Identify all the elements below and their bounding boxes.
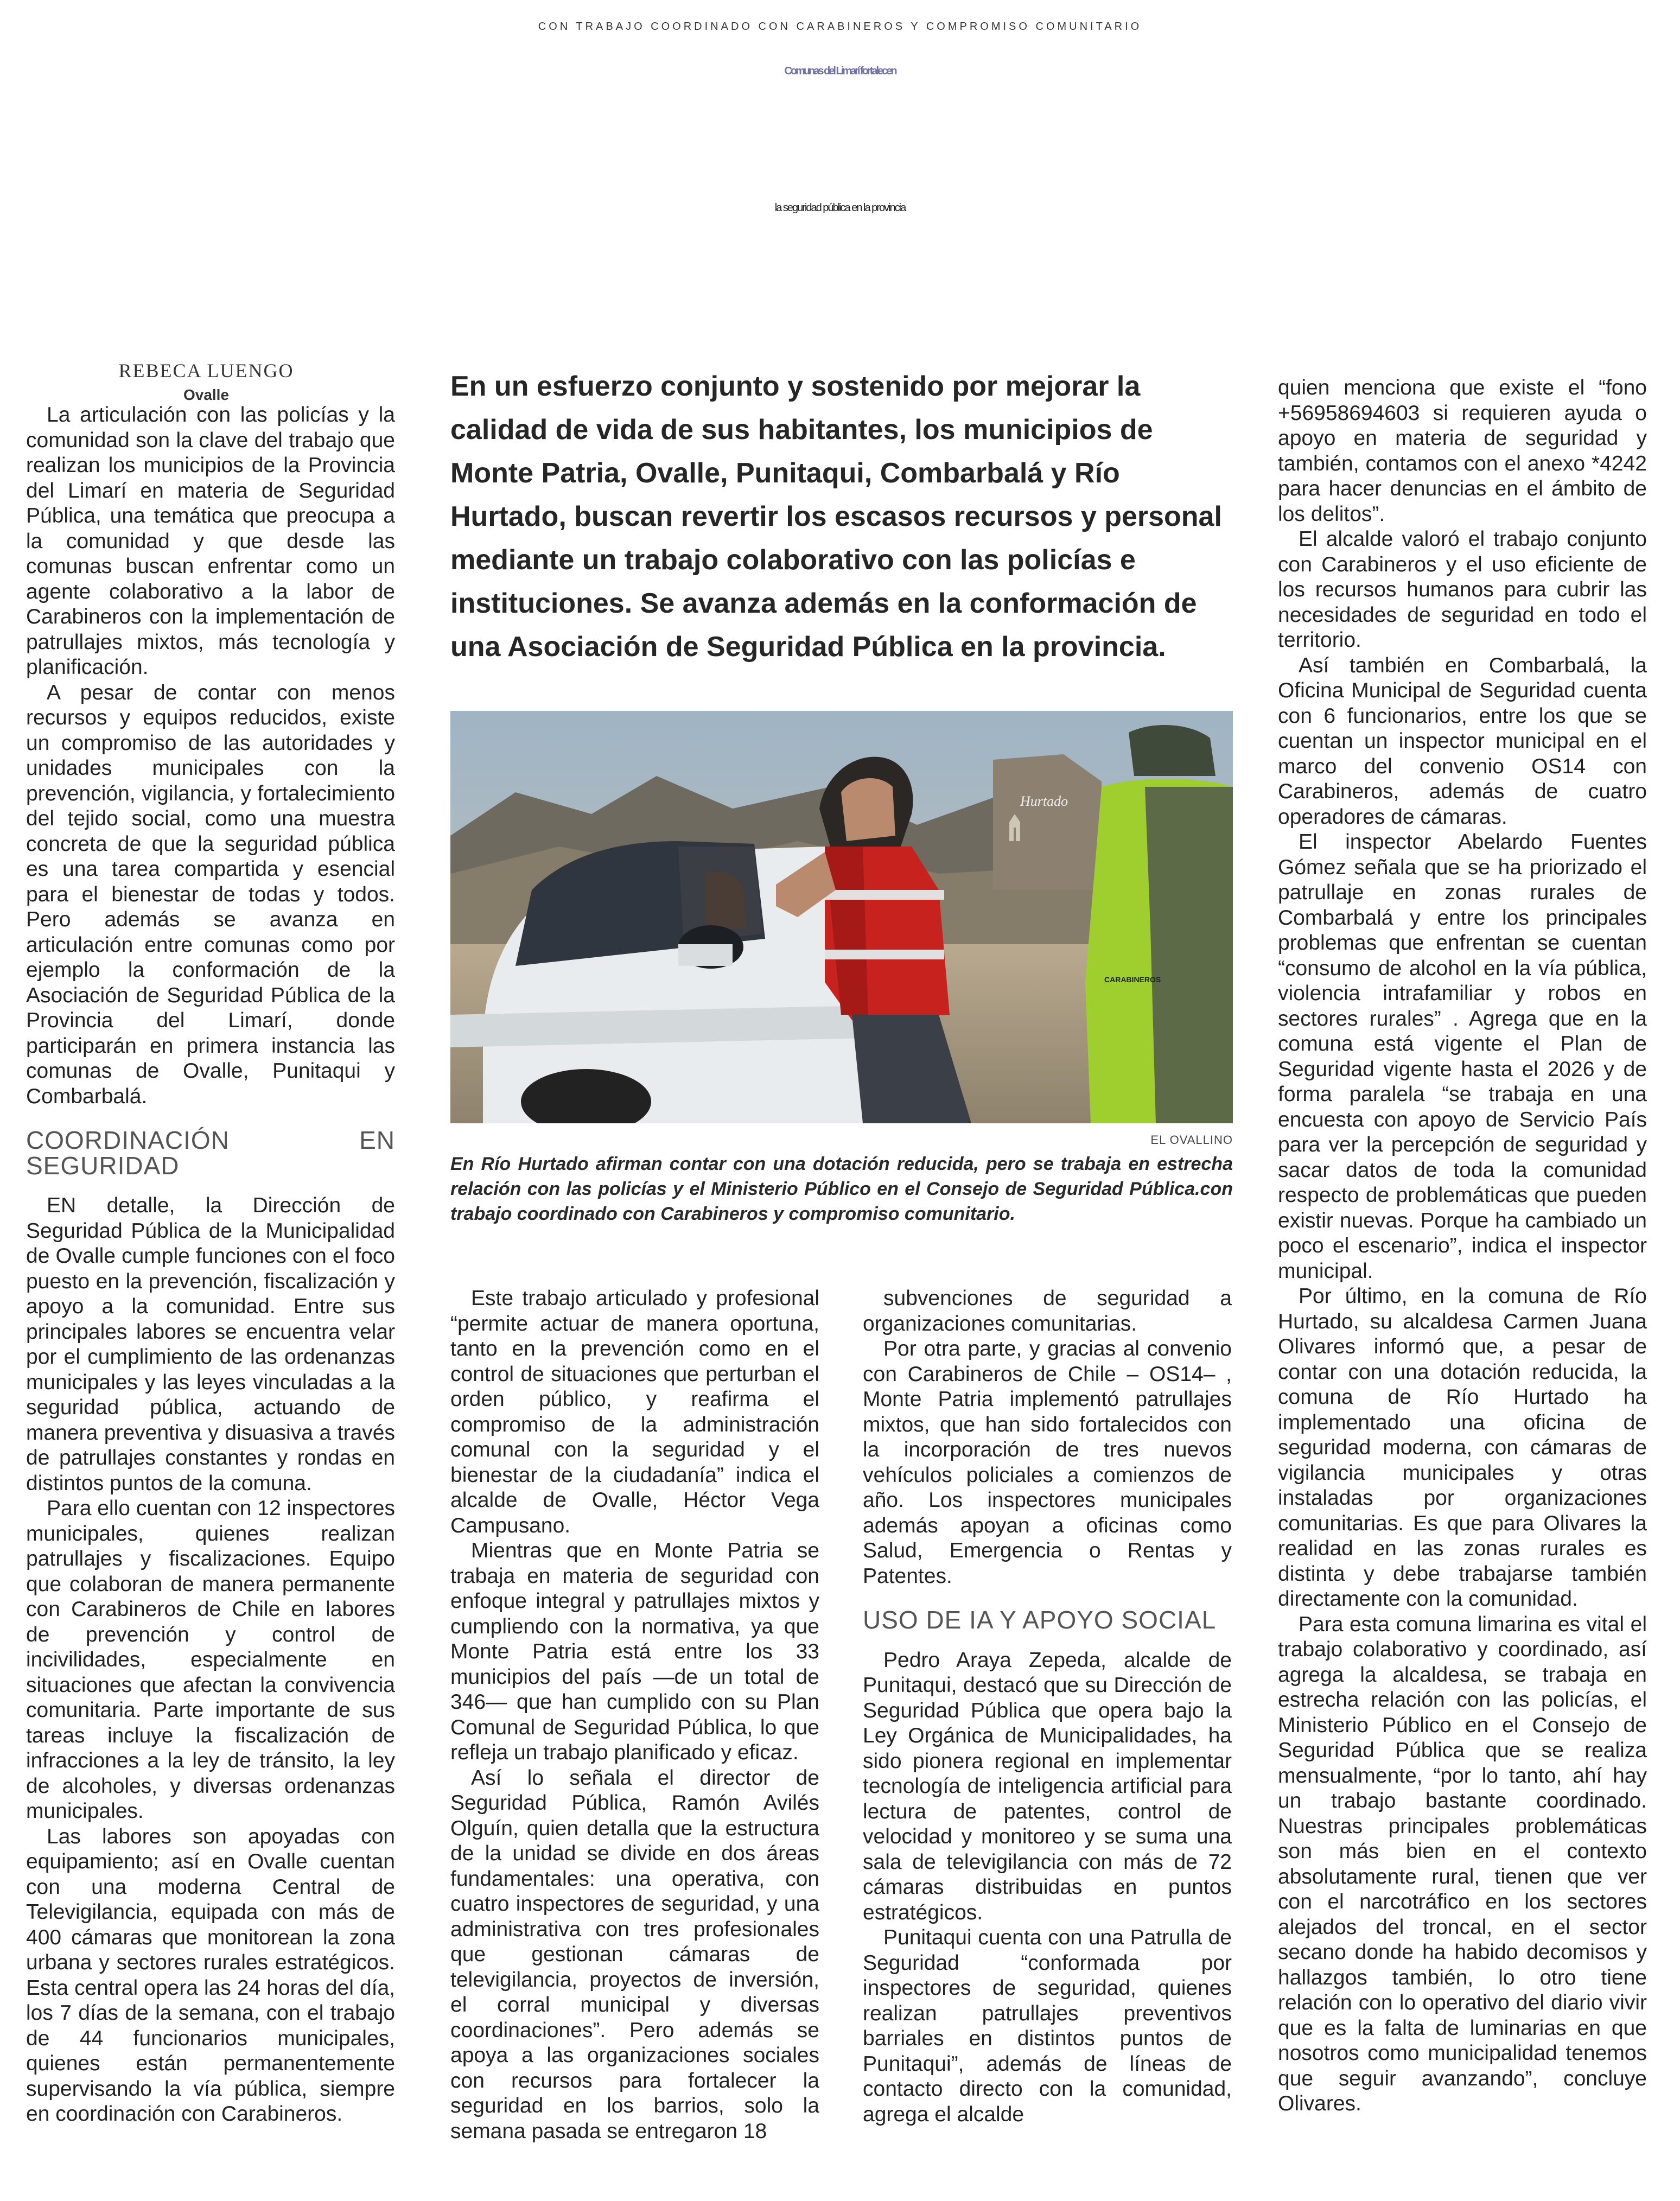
paragraph: Las labores son apoyadas con equipamiento; así en Ovalle cuentan con una moderna Central de Televigilancia, equipada con más de 400 cámaras que monitorean la zona urbana y sectores rurales estratégicos. Esta central opera las 24 horas del día, los 7 días de la semana, con el trabajo de 44 funcionarios municipales, quienes están permanentemente supervisando la vía pública, siempre en coordinación con Carabineros. [26, 1824, 395, 2126]
column-3 [863, 1286, 1232, 2127]
paragraph: El inspector Abelardo Fuentes Gómez señala que se ha priorizado el patrullaje en zonas rurales de Combarbalá y entre los principales problemas que enfrentan se cuentan “consumo de alcohol en la vía pública, violencia intrafamiliar y robos en sectores rurales” . Agrega que en la comuna está vigente el Plan de Seguridad vigente hasta el 2026 y de forma paralela “se trabaja en una encuesta con apoyo de Servicio País para ver la percepción de seguridad y sacar datos de toda la comunidad respecto de problemáticas que pueden existir nuevas. Porque ha cambiado un poco el escenario”, indica el inspector municipal. [1278, 830, 1647, 1283]
paragraph: Este trabajo articulado y profesional “permite actuar de manera oportuna, tanto en la prevención como en el control de situaciones que perturban el orden público, y reafirma el compromiso de la administración comunal con la seguridad y el bienestar de la ciudadanía” indica el alcalde de Ovalle, Héctor Vega Campusano. [450, 1287, 819, 1537]
paragraph: Así lo señala el director de Seguridad Pública, Ramón Avilés Olguín, quien detalla que la estructura de la unidad se divide en dos áreas fundamentales: una operativa, con cuatro inspectores de seguridad, y una administrativa con tres profesionales que gestionan cámaras de televigilancia, proyectos de inversión, el corral municipal y diversas coordinaciones”. Pero además se apoya a las organizaciones sociales con recursos para fortalecer la seguridad en los barrios, solo la semana pasada se entregaron 18 [450, 1766, 819, 2143]
photo-credit: EL OVALLINO [1150, 1133, 1233, 1147]
paragraph: quien menciona que existe el “fono +56958694603 si requieren ayuda o apoyo en materia de seguridad y también, contamos con el anexo *4242 para hacer denuncias en el ámbito de los delitos”. [1278, 376, 1647, 526]
column-4 [1278, 376, 1647, 2117]
subheading: USO DE IA Y APOYO SOCIAL [863, 1606, 1217, 1634]
paragraph: A pesar de contar con menos recursos y equipos reducidos, existe un compromiso de las autoridades y unidades municipales con la prevención, vigilancia, y fortalecimiento del tejido social, como una muestra concreta de que la seguridad pública es una tarea compartida y esencial para el bienestar de todas y todos. Pero además se avanza en articulación entre comunas como por ejemplo la conformación de la Asociación de Seguridad Pública de la Provincia del Limarí, donde participarán en primera instancia las comunas de Ovalle, Punitaqui y Combarbalá. [26, 680, 395, 1108]
headline-line-2: la seguridad pública en la provincia [774, 202, 906, 214]
column-2 [450, 1286, 819, 2144]
paragraph: Para ello cuentan con 12 inspectores municipales, quienes realizan patrullajes y fiscalizaciones. Equipo que colaboran de manera permanente con Carabineros de Chile en labores de prevención y control de incivilidades, especialmente en situaciones que afectan la convivencia comunitaria. Parte importante de sus tareas incluye la fiscalización de infracciones a la ley de tránsito, la ley de alcoholes, y diversas ordenanzas municipales. [26, 1497, 395, 1823]
news-photo [450, 711, 1233, 1123]
vest-text: CARABINEROS [1104, 975, 1161, 984]
paragraph: Así también en Combarbalá, la Oficina Municipal de Seguridad cuenta con 6 funcionarios, entre los que se cuentan un inspector municipal en el marco del convenio OS14 con Carabineros, además de cuatro operadores de cámaras. [1278, 653, 1647, 829]
paragraph: Por otra parte, y gracias al convenio con Carabineros de Chile – OS14– , Monte Patria implementó patrullajes mixtos, que han sido fortalecidos con la incorporación de tres nuevos vehículos policiales a comienzos de año. Los inspectores municipales además apoyan a oficinas como Salud, Emergencia o Rentas y Patentes. [863, 1337, 1232, 1588]
lead-paragraph: En un esfuerzo conjunto y sostenido por mejorar la calidad de vida de sus habitantes, los municipios de Monte Patria, Ovalle, Punitaqui, Combarbalá y Río Hurtado, buscan revertir los escasos recursos y personal mediante un trabajo colaborativo con las policías e instituciones. Se avanza además en la conformación de una Asociación de Seguridad Pública en la provincia. [450, 371, 1222, 663]
roadside-sign-text: Hurtado [1020, 793, 1068, 809]
paragraph: Pedro Araya Zepeda, alcalde de Punitaqui, destacó que su Dirección de Seguridad Pública que opera bajo la Ley Orgánica de Municipalidades, ha sido pionera regional en implementar tecnología de inteligencia artificial para lectura de patentes, control de velocidad y monitoreo y se suma una sala de televigilancia con más de 72 cámaras distribuidas en puntos estratégicos. [863, 1648, 1232, 1924]
headline-line-1: Comunas del Limarí fortalecen [784, 65, 896, 77]
paragraph: subvenciones de seguridad a organizaciones comunitarias. [863, 1287, 1232, 1335]
column-1 [26, 403, 395, 2127]
byline: REBECA LUENGO [118, 360, 294, 381]
paragraph: Punitaqui cuenta con una Patrulla de Seguridad “conformada por inspectores de seguridad, quienes realizan patrullajes preventivos barriales en distintos puntos de Punitaqui”, además de líneas de contacto directo con la comunidad, agrega el alcalde [863, 1926, 1232, 2126]
paragraph: El alcalde valoró el trabajo conjunto con Carabineros y el uso eficiente de los recursos humanos para cubrir las necesidades de seguridad en todo el territorio. [1278, 527, 1647, 652]
paragraph: La articulación con las policías y la comunidad son la clave del trabajo que realizan los municipios de la Provincia del Limarí en materia de Seguridad Pública, una temática que preocupa a la comunidad y que desde las comunas buscan enfrentar como un agente colaborativo a la labor de Carabineros con la implementación de patrullajes mixtos, más tecnología y planificación. [26, 403, 395, 679]
kicker: CON TRABAJO COORDINADO CON CARABINEROS Y COMPROMISO COMUNITARIO [538, 21, 1142, 33]
paragraph: Mientras que en Monte Patria se trabaja en materia de seguridad con enfoque integral y patrullajes mixtos y cumpliendo con la normativa, ya que Monte Patria está entre los 33 municipios del país —de un total de 346— que han cumplido con su Plan Comunal de Seguridad Pública, lo que refleja un trabajo planificado y eficaz. [450, 1539, 819, 1764]
paragraph: Para esta comuna limarina es vital el trabajo colaborativo y coordinado, así agrega la alcaldesa, se trabaja en estrecha relación con las policías, el Ministerio Público en el Consejo de Seguridad Pública que se realiza mensualmente, “por lo tanto, ahí hay un trabajo bastante coordinado. Nuestras principales problemáticas son más bien en el contexto absolutamente rural, tienen que ver con el narcotráfico en los sectores alejados del troncal, en el sector secano donde ha habido decomisos y hallazgos también, lo otro tiene relación con lo operativo del diario vivir que es la falta de luminarias en que nosotros como municipalidad tenemos que seguir avanzando”, concluye Olivares. [1278, 1612, 1647, 2115]
photo-caption: En Río Hurtado afirman contar con una dotación reducida, pero se trabaja en estrecha relación con las policías y el Ministerio Público en el Consejo de Seguridad Pública.con trabajo coordinado con Carabineros y compromiso comunitario. [450, 1154, 1233, 1224]
paragraph: EN detalle, la Dirección de Seguridad Pública de la Municipalidad de Ovalle cumple funciones con el foco puesto en la prevención, fiscalización y apoyo a la comunidad. Entre sus principales labores se encuentra velar por el cumplimiento de las ordenanzas municipales y las leyes vinculadas a la seguridad pública, actuando de manera preventiva y disuasiva a través de patrullajes constantes y rondas en distintos puntos de la comuna. [26, 1194, 395, 1495]
subheading: COORDINACIÓN EN SEGURIDAD [26, 1126, 395, 1180]
paragraph: Por último, en la comuna de Río Hurtado, su alcaldesa Carmen Juana Olivares informó que, a pesar de contar con una dotación reducida, la comuna de Río Hurtado ha implementado una oficina de seguridad moderna, con cámaras de vigilancia municipales y otras instaladas por organizaciones comunitarias. Es que para Olivares la realidad en las zonas rurales es distinta y debe trabajarse también directamente con la comunidad. [1278, 1284, 1647, 1611]
location: Ovalle [183, 386, 230, 403]
